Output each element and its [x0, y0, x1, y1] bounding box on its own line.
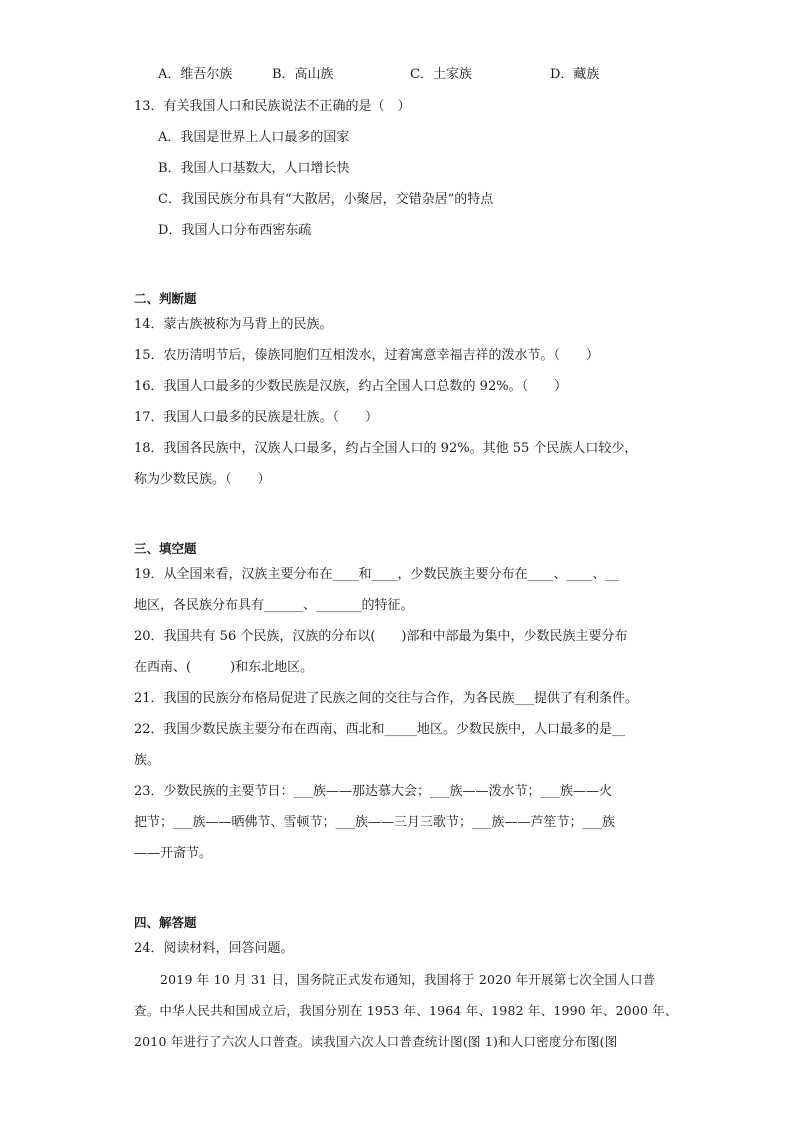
question-18: 18．我国各民族中，汉族人口最多，约占全国人口的 92%。其他 55 个民族人口较少，: [134, 441, 638, 456]
question-22: 22．我国少数民族主要分布在西南、西北和_____地区。少数民族中，人口最多的是__: [134, 722, 626, 737]
q13-option-a: A．我国是世界上人口最多的国家: [158, 130, 350, 145]
question-23: 23．少数民族的主要节日：___族——那达慕大会；___族——泼水节；___族——火: [134, 784, 613, 799]
question-14: 14．蒙古族被称为马背上的民族。: [134, 317, 333, 332]
question-24: 24．阅读材料，回答问题。: [134, 941, 294, 956]
question-19-cont: 地区，各民族分布具有______、_______的特征。: [134, 598, 414, 613]
q12-option-d: D．藏族: [550, 67, 600, 82]
question-16: 16．我国人口最多的少数民族是汉族，约占全国人口总数的 92%。（ ）: [134, 379, 568, 394]
section-title-judgement: 二、判断题: [134, 291, 197, 306]
section-title-fill-blank: 三、填空题: [134, 541, 197, 556]
q12-option-c: C．土家族: [410, 67, 472, 82]
q13-option-c: C．我国民族分布具有“大散居，小聚居，交错杂居”的特点: [158, 192, 494, 207]
question-23-cont-2: ——开斋节。: [134, 846, 213, 861]
question-21: 21．我国的民族分布格局促进了民族之间的交往与合作，为各民族___提供了有利条件。: [134, 691, 639, 706]
material-paragraph-line-1: 2019 年 10 月 31 日，国务院正式发布通知，我国将于 2020 年开展第七次全国人口普: [160, 972, 656, 987]
material-paragraph-line-2: 查。中华人民共和国成立后，我国分别在 1953 年、1964 年、1982 年、1990 年、2000 年、: [134, 1003, 678, 1018]
section-title-answer: 四、解答题: [134, 915, 197, 930]
question-22-cont: 族。: [134, 753, 161, 768]
q13-stem: 13．有关我国人口和民族说法不正确的是（ ）: [134, 99, 411, 114]
question-20-cont: 在西南、( )和东北地区。: [134, 660, 314, 675]
q13-option-b: B．我国人口基数大，人口增长快: [158, 161, 350, 176]
q13-option-d: D．我国人口分布西密东疏: [158, 223, 312, 238]
question-17: 17．我国人口最多的民族是壮族。（ ）: [134, 410, 379, 425]
question-15: 15．农历清明节后，傣族同胞们互相泼水，过着寓意幸福吉祥的泼水节。（ ）: [134, 348, 600, 363]
q12-options-row: [158, 66, 658, 84]
question-20: 20．我国共有 56 个民族，汉族的分布以( )部和中部最为集中，少数民族主要分布: [134, 629, 628, 644]
question-18-cont: 称为少数民族。（ ）: [134, 472, 271, 487]
q12-option-a: A．维吾尔族: [158, 67, 233, 82]
material-paragraph-line-3: 2010 年进行了六次人口普查。读我国六次人口普查统计图(图 1)和人口密度分布图(图: [134, 1034, 618, 1049]
q12-option-b: B．高山族: [272, 67, 334, 82]
question-19: 19．从全国来看，汉族主要分布在____和____，少数民族主要分布在____、____、__: [134, 567, 619, 582]
question-23-cont-1: 把节；___族——晒佛节、雪顿节；___族——三月三歌节；___族——芦笙节；___族: [134, 815, 616, 830]
